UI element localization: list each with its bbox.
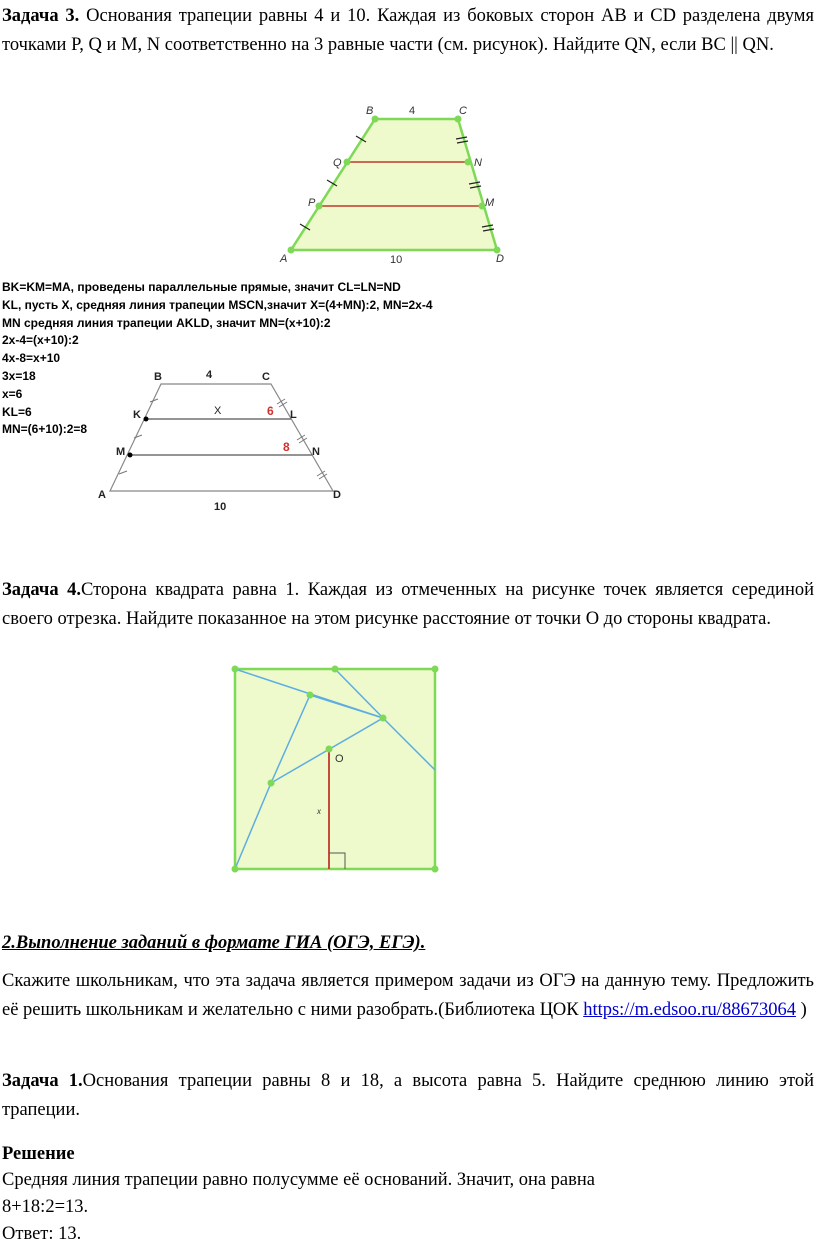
label-a: A [280, 253, 288, 265]
solution-line: BK=KM=MA, проведены параллельные прямые, значит CL=LN=ND [2, 280, 401, 294]
trapezoid-abcd [291, 119, 497, 250]
trapezoid-abcd-solution [110, 384, 333, 491]
solution-line: 3x=18 [2, 368, 36, 383]
answer-line-3: Ответ: 13. [2, 1224, 82, 1244]
solution-line: x=6 [2, 386, 23, 401]
square [235, 669, 435, 869]
task4-label: Задача 4. [2, 580, 81, 600]
base-bottom-label: 10 [390, 254, 403, 266]
section-heading [2, 930, 425, 956]
solution-heading: Решение [2, 1144, 75, 1164]
x-label: x [317, 807, 321, 816]
solution-line: MN=(6+10):2=8 [2, 422, 88, 437]
o-label: O [335, 753, 344, 765]
section2-body: Скажите школьникам, что эта задача является примером задачи из ОГЭ на данную тему. Предложить её решить школьникам и желательно с ними разобрать.(Библиотека ЦОК [2, 971, 814, 1020]
label-d: D [496, 253, 504, 265]
label-m: M [116, 446, 126, 458]
x-label: X [214, 405, 222, 417]
answer-line-1: Средняя линия трапеции равно полусумме её оснований. Значит, она равна [2, 1170, 595, 1190]
label-l: L [290, 409, 297, 421]
task1-text: Основания трапеции равны 8 и 18, а высота равна 5. Найдите среднюю линию этой трапеции. [2, 1071, 814, 1120]
trapezoid-figure-1 [270, 100, 520, 270]
task3-label: Задача 3. [2, 6, 80, 26]
solution-line: KL, пусть X, средняя линия трапеции MSCN,значит X=(4+MN):2, MN=2x-4 [2, 297, 433, 312]
task1-label: Задача 1. [2, 1071, 83, 1091]
task3-statement [2, 2, 814, 60]
label-c: C [262, 371, 270, 383]
label-b: B [366, 105, 374, 117]
solution-line: 2x-4=(x+10):2 [2, 333, 79, 348]
label-d: D [333, 489, 341, 501]
label-m: M [485, 197, 495, 209]
mn-value: 8 [283, 440, 290, 454]
label-b: B [154, 371, 162, 383]
trapezoid-figure-2 [90, 362, 360, 522]
kl-value: 6 [267, 404, 274, 418]
label-c: C [459, 105, 467, 117]
base-bottom-label: 10 [214, 501, 227, 513]
section-heading-text: 2.Выполнение заданий в формате ГИА (ОГЭ, ЕГЭ). [2, 933, 426, 953]
task4-statement [2, 576, 814, 634]
solution-line: MN средняя линия трапеции AKLD, значит MN=(x+10):2 [2, 315, 331, 330]
task3-text: Основания трапеции равны 4 и 10. Каждая из боковых сторон AB и CD разделена двумя точками P, Q и M, N соответственно на 3 равные части (см. рисунок). Найдите QN, если BC || QN. [2, 6, 814, 55]
label-k: K [133, 409, 141, 421]
section2-tail: ) [795, 1000, 807, 1020]
task1-statement [2, 1067, 814, 1125]
edsoo-link[interactable]: https://m.edsoo.ru/88673064 [583, 1000, 796, 1020]
answer-line-2: 8+18:2=13. [2, 1197, 89, 1217]
solution-line: 4x-8=x+10 [2, 351, 61, 366]
label-p: P [308, 197, 316, 209]
label-q: Q [333, 157, 342, 169]
square-figure [225, 660, 445, 880]
solution-line: KL=6 [2, 404, 32, 419]
label-n: N [312, 446, 320, 458]
label-n: N [474, 157, 482, 169]
label-a: A [98, 489, 106, 501]
base-top-label: 4 [409, 105, 416, 117]
section2-text [2, 967, 814, 1025]
base-top-label: 4 [206, 369, 213, 381]
task4-text: Сторона квадрата равна 1. Каждая из отмеченных на рисунке точек является серединой своего отрезка. Найдите показанное на этом рисунке расстояние от точки O до стороны квадрата. [2, 580, 814, 629]
